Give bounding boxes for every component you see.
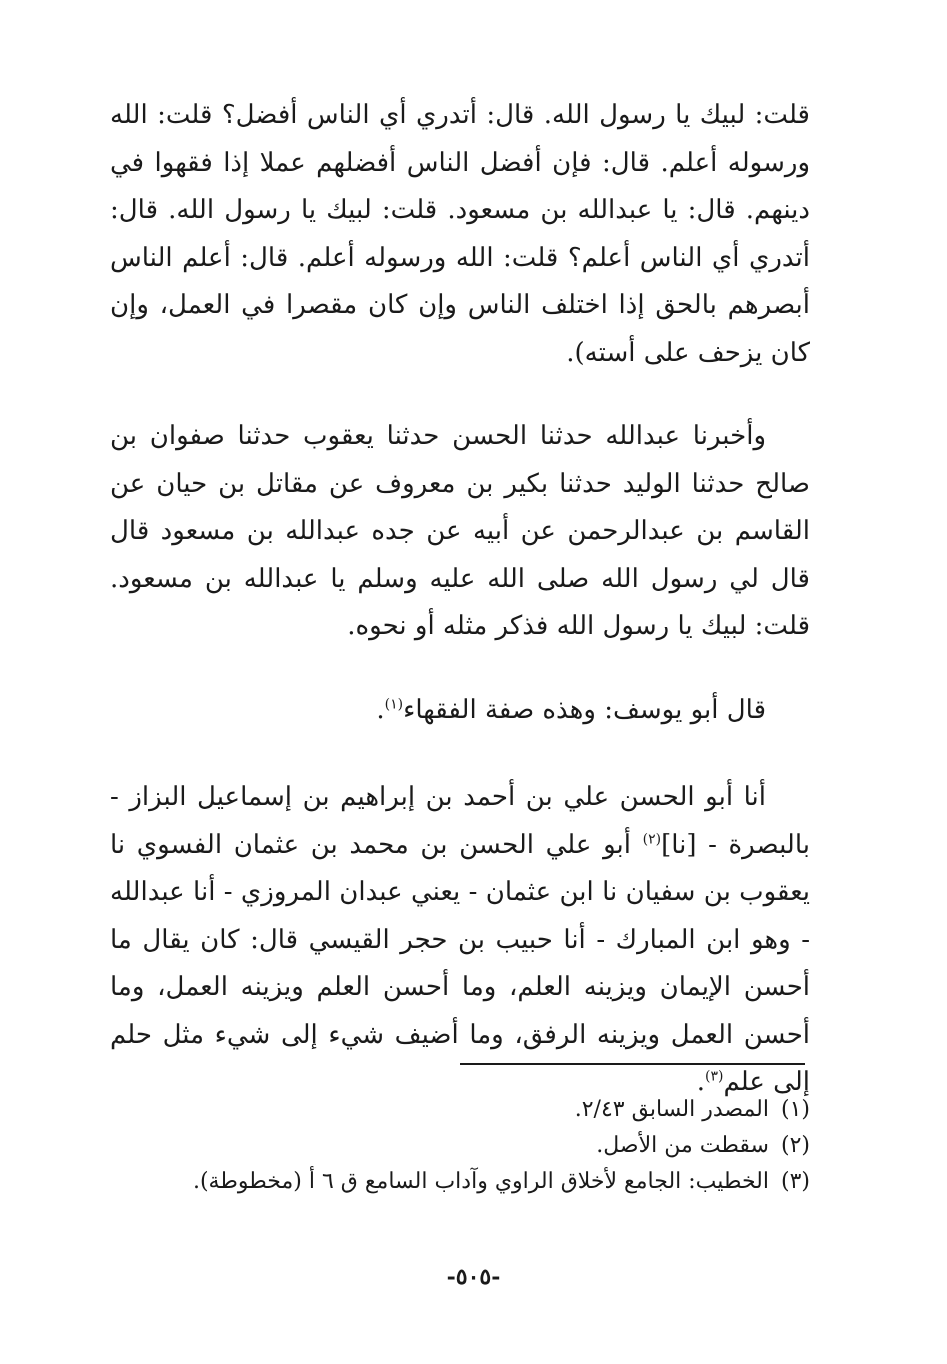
paragraph-4-text — [110, 774, 810, 1107]
footnote-3 — [110, 1164, 810, 1200]
footnote-2-text: سقطت من الأصل. — [596, 1133, 769, 1158]
paragraph-3-body: قال أبو يوسف: وهذه صفة الفقهاء — [403, 694, 766, 725]
footnote-2-number: (٢) — [780, 1133, 810, 1158]
footnotes — [110, 1092, 810, 1200]
footnote-3-text: الخطيب: الجامع لأخلاق الراوي وآداب السامع ق ٦ أ (مخطوطة). — [192, 1169, 769, 1194]
paragraph-4 — [110, 774, 810, 1107]
paragraph-3 — [110, 687, 810, 735]
paragraph-2 — [110, 413, 810, 651]
paragraph-3-end: . — [376, 694, 385, 725]
paragraph-2-text: وأخبرنا عبدالله حدثنا الحسن حدثنا يعقوب حدثنا صفوان بن صالح حدثنا الوليد حدثنا بكير بن معروف عن مقاتل بن حيان عن القاسم بن عبدالرحمن عن أبيه عن جده عبدالله بن مسعود قال قال لي رسول الله صلى الله عليه وسلم يا عبدالله بن مسعود. قلت: لبيك يا رسول الله فذكر مثله أو نحوه. — [110, 421, 810, 641]
footnote-divider — [460, 1063, 805, 1065]
main-text — [110, 92, 810, 1107]
paragraph-3-text — [110, 687, 810, 735]
paragraph-4-part-b: أبو علي الحسن بن محمد بن عثمان الفسوي نا يعقوب بن سفيان نا ابن عثمان - يعني عبدان المروزي - أنا عبدالله - وهو ابن المبارك - أنا حبيب بن حجر القيسي قال: كان يقال ما أحسن الإيمان ويزينه العلم، وما أحسن العلم ويزينه العمل، وما أحسن العمل ويزينه الرفق، وما أضيف شيء إلى شيء مثل حلم إلى علم — [110, 829, 810, 1097]
paragraph-1 — [110, 92, 810, 377]
footnote-1-text: المصدر السابق ٢/٤٣. — [574, 1097, 769, 1122]
footnote-1 — [110, 1092, 810, 1128]
footnote-ref-1: (١) — [384, 695, 404, 712]
paragraph-4-part-a: أنا أبو الحسن علي بن أحمد بن إبراهيم بن إسماعيل البزاز - بالبصرة - [نا] — [110, 782, 811, 860]
paragraph-1-text: قلت: لبيك يا رسول الله. قال: أتدري أي الناس أفضل؟ قلت: الله ورسوله أعلم. قال: فإن أفضل الناس أفضلهم عملا إذا فقهوا في دينهم. قال: يا عبدالله بن مسعود. قلت: لبيك يا رسول الله. قال: أتدري أي الناس أعلم؟ قلت: الله ورسوله أعلم. قال: أعلم الناس أبصرهم بالحق إذا اختلف الناس وإن كان مقصرا في العمل، وإن كان يزحف على أسته). — [110, 100, 811, 368]
footnote-ref-3: (٣) — [705, 1068, 724, 1085]
footnote-1-number: (١) — [780, 1097, 810, 1122]
footnote-3-number: (٣) — [780, 1169, 810, 1194]
page-number: -٥٠٥- — [446, 1264, 501, 1290]
footnote-2 — [110, 1128, 810, 1164]
paragraph-4-end: . — [696, 1067, 706, 1097]
footnote-ref-2: (٢) — [642, 830, 662, 847]
